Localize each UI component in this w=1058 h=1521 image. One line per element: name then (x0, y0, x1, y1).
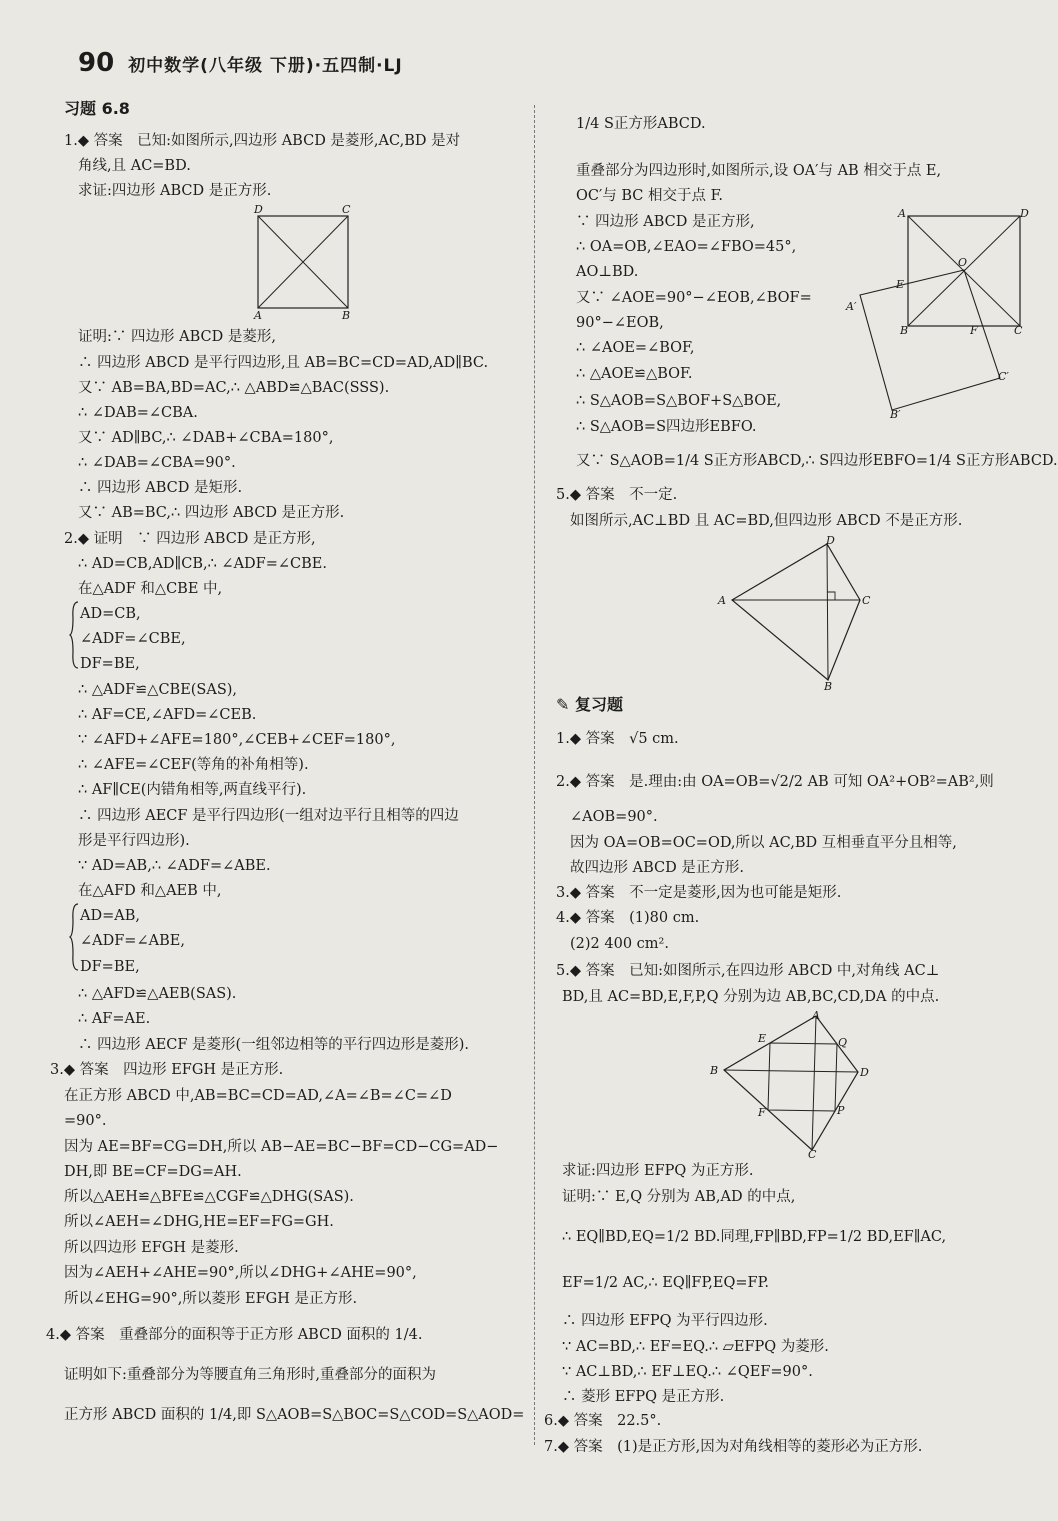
text-line: ∴ 四边形 ABCD 是矩形. (78, 480, 243, 496)
text-line: 所以∠AEH=∠DHG,HE=EF=FG=GH. (64, 1214, 334, 1230)
text-line: ∴ 四边形 EFPQ 为平行四边形. (562, 1313, 768, 1329)
text-line: 所以四边形 EFGH 是菱形. (64, 1240, 239, 1256)
text-line: ∵ ∠AFD+∠AFE=180°,∠CEB+∠CEF=180°, (78, 732, 396, 748)
vertex-label: E (896, 278, 905, 291)
text-line: ∴ ∠AFE=∠CEF(等角的补角相等). (78, 757, 309, 773)
review-title: ✎ 复习题 (556, 695, 623, 714)
vertex-label: B (824, 680, 833, 693)
text-line: 如图所示,AC⊥BD 且 AC=BD,但四边形 ABCD 不是正方形. (570, 513, 963, 529)
text-line: AO⊥BD. (576, 264, 639, 280)
text-line: DF=BE, (80, 959, 140, 975)
vertex-label: B (342, 309, 351, 322)
text-line: AD=AB, (80, 908, 140, 924)
text-line: ∴ 四边形 AECF 是菱形(一组邻边相等的平行四边形是菱形). (78, 1037, 469, 1053)
text-line: 6.◆ 答案 22.5°. (544, 1413, 662, 1429)
section-title: 习题 6.8 (64, 99, 130, 118)
text-line: 5.◆ 答案 已知:如图所示,在四边形 ABCD 中,对角线 AC⊥ (556, 963, 940, 979)
text-line: ∵ AC⊥BD,∴ EF⊥EQ.∴ ∠QEF=90°. (562, 1364, 813, 1380)
text-line: 重叠部分为四边形时,如图所示,设 OA′与 AB 相交于点 E, (576, 163, 942, 179)
text-line: 2.◆ 答案 是.理由:由 OA=OB=√2/2 AB 可知 OA²+OB²=AB²,则 (556, 774, 994, 790)
text-line: DH,即 BE=CF=DG=AH. (64, 1164, 242, 1180)
vertex-label: D (1020, 207, 1029, 220)
text-line: ∵ 四边形 ABCD 是正方形, (576, 214, 755, 230)
vertex-label: A (254, 309, 262, 322)
text-line: 又∵ ∠AOE=90°−∠EOB,∠BOF= (576, 290, 812, 306)
text-line: 求证:四边形 ABCD 是正方形. (78, 183, 272, 199)
text-line: DF=BE, (80, 656, 140, 672)
text-line: 在△AFD 和△AEB 中, (78, 883, 222, 899)
book-title: 初中数学(八年级 下册)·五四制·LJ (128, 56, 403, 76)
text-line: BD,且 AC=BD,E,F,P,Q 分别为边 AB,BC,CD,DA 的中点. (562, 989, 940, 1005)
text-line: 5.◆ 答案 不一定. (556, 487, 678, 503)
vertex-label: O (958, 256, 968, 269)
text-line: ∴ EQ∥BD,EQ=1/2 BD.同理,FP∥BD,FP=1/2 BD,EF∥AC, (562, 1229, 947, 1245)
text-line: 又∵ AB=BA,BD=AC,∴ △ABD≌△BAC(SSS). (78, 380, 390, 396)
text-line: ∴ OA=OB,∠EAO=∠FBO=45°, (576, 239, 797, 255)
text-line: ∴ 菱形 EFPQ 是正方形. (562, 1389, 725, 1405)
text-line: 又∵ AD∥BC,∴ ∠DAB+∠CBA=180°, (78, 430, 334, 446)
text-line: 1/4 S正方形ABCD. (576, 116, 706, 132)
text-line: 因为∠AEH+∠AHE=90°,所以∠DHG+∠AHE=90°, (64, 1265, 417, 1281)
text-line: 所以△AEH≌△BFE≌△CGF≌△DHG(SAS). (64, 1189, 354, 1205)
figure-square-diagonals (250, 202, 360, 320)
vertex-label: A′ (846, 300, 857, 313)
text-line: ∴ △AOE≌△BOF. (576, 366, 693, 382)
text-line: OC′与 BC 相交于点 F. (576, 188, 724, 204)
text-line: ∴ AF∥CE(内错角相等,两直线平行). (78, 782, 307, 798)
vertex-label: D (254, 203, 263, 216)
vertex-label: B (900, 324, 909, 337)
text-line: ∴ △ADF≌△CBE(SAS), (78, 682, 238, 698)
page-header (78, 48, 403, 78)
text-line: =90°. (64, 1113, 107, 1129)
text-line: 所以∠EHG=90°,所以菱形 EFGH 是正方形. (64, 1291, 358, 1307)
vertex-label: F (758, 1106, 766, 1119)
text-line: ∠AOB=90°. (570, 809, 658, 825)
text-line: ∵ AD=AB,∴ ∠ADF=∠ABE. (78, 858, 271, 874)
text-line: 证明:∵ 四边形 ABCD 是菱形, (78, 329, 276, 345)
text-line: 形是平行四边形). (78, 833, 190, 849)
text-line: ∴ 四边形 AECF 是平行四边形(一组对边平行且相等的四边 (78, 808, 459, 824)
vertex-label: P (837, 1104, 845, 1117)
text-line: 3.◆ 答案 不一定是菱形,因为也可能是矩形. (556, 885, 842, 901)
figure-rotated-squares (840, 200, 1029, 422)
text-line: 7.◆ 答案 (1)是正方形,因为对角线相等的菱形必为正方形. (544, 1439, 923, 1455)
text-line: ∴ 四边形 ABCD 是平行四边形,且 AB=BC=CD=AD,AD∥BC. (78, 355, 489, 371)
text-line: ∴ △AFD≌△AEB(SAS). (78, 986, 237, 1002)
text-line: ∴ AD=CB,AD∥CB,∴ ∠ADF=∠CBE. (78, 556, 327, 572)
text-line: 求证:四边形 EFPQ 为正方形. (562, 1163, 754, 1179)
text-line: ∴ ∠DAB=∠CBA. (78, 405, 198, 421)
brace-icon (70, 902, 80, 972)
text-line: (2)2 400 cm². (570, 936, 669, 952)
brace-icon (70, 600, 80, 670)
figure-midpoint-quadrilateral (708, 1008, 880, 1160)
text-line: 在正方形 ABCD 中,AB=BC=CD=AD,∠A=∠B=∠C=∠D (64, 1088, 452, 1104)
text-line: 3.◆ 答案 四边形 EFGH 是正方形. (50, 1062, 284, 1078)
text-line: 角线,且 AC=BD. (78, 158, 191, 174)
text-line: 2.◆ 证明 ∵ 四边形 ABCD 是正方形, (64, 531, 316, 547)
vertex-label: A (898, 207, 906, 220)
text-line: ∠ADF=∠ABE, (80, 933, 185, 949)
text-line: ∴ S△AOB=S四边形EBFO. (576, 419, 757, 435)
vertex-label: B (710, 1064, 719, 1077)
vertex-label: F (970, 324, 978, 337)
vertex-label: C (342, 203, 351, 216)
pencil-icon: ✎ (556, 695, 570, 714)
vertex-label: Q (838, 1036, 848, 1049)
page-number: 90 (78, 48, 115, 78)
text-line: 正方形 ABCD 面积的 1/4,即 S△AOB=S△BOC=S△COD=S△AOD= (64, 1407, 525, 1423)
column-divider (534, 105, 535, 1445)
text-line: AD=CB, (80, 606, 141, 622)
text-line: 证明:∵ E,Q 分别为 AB,AD 的中点, (562, 1189, 796, 1205)
vertex-label: D (826, 534, 835, 547)
vertex-label: B′ (890, 408, 901, 421)
text-line: 在△ADF 和△CBE 中, (78, 581, 223, 597)
vertex-label: D (860, 1066, 869, 1079)
text-line: ∴ AF=CE,∠AFD=∠CEB. (78, 707, 257, 723)
text-line: 因为 OA=OB=OC=OD,所以 AC,BD 互相垂直平分且相等, (570, 835, 957, 851)
text-line: ∵ AC=BD,∴ EF=EQ.∴ ▱EFPQ 为菱形. (562, 1339, 829, 1355)
text-line: 证明如下:重叠部分为等腰直角三角形时,重叠部分的面积为 (64, 1367, 436, 1383)
text-line: 4.◆ 答案 (1)80 cm. (556, 910, 700, 926)
vertex-label: E (758, 1032, 767, 1045)
text-line: ∠ADF=∠CBE, (80, 631, 186, 647)
vertex-label: C (862, 594, 871, 607)
text-line: 又∵ S△AOB=1/4 S正方形ABCD,∴ S四边形EBFO=1/4 S正方形ABCD. (576, 453, 1058, 469)
text-line: 1.◆ 答案 √5 cm. (556, 731, 679, 747)
text-line: EF=1/2 AC,∴ EQ∥FP,EQ=FP. (562, 1275, 770, 1291)
text-line: 4.◆ 答案 重叠部分的面积等于正方形 ABCD 面积的 1/4. (46, 1327, 423, 1343)
text-line: ∴ ∠AOE=∠BOF, (576, 340, 695, 356)
text-line: 1.◆ 答案 已知:如图所示,四边形 ABCD 是菱形,AC,BD 是对 (64, 133, 461, 149)
vertex-label: C′ (998, 370, 1009, 383)
vertex-label: A (718, 594, 726, 607)
text-line: ∴ ∠DAB=∠CBA=90°. (78, 455, 236, 471)
text-line: ∴ AF=AE. (78, 1011, 151, 1027)
text-line: 故四边形 ABCD 是正方形. (570, 860, 744, 876)
figure-kite (712, 532, 882, 694)
text-line: 因为 AE=BF=CG=DH,所以 AB−AE=BC−BF=CD−CG=AD− (64, 1139, 499, 1155)
vertex-label: C (1014, 324, 1023, 337)
vertex-label: C (808, 1148, 817, 1161)
vertex-label: A (812, 1009, 820, 1022)
text-line: ∴ S△AOB=S△BOF+S△BOE, (576, 393, 782, 409)
text-line: 90°−∠EOB, (576, 315, 664, 331)
text-line: 又∵ AB=BC,∴ 四边形 ABCD 是正方形. (78, 505, 345, 521)
